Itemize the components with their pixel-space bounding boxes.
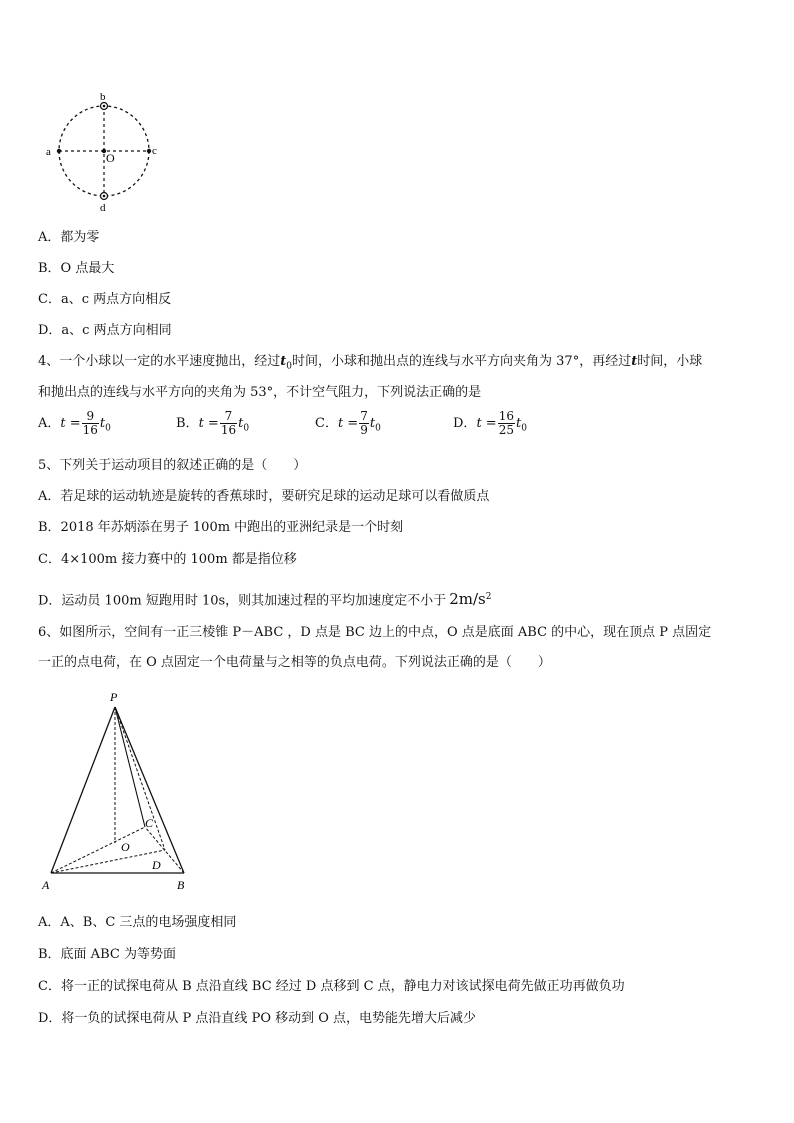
label-c: c <box>152 145 157 157</box>
label-b: b <box>100 91 106 103</box>
line-pd <box>115 707 165 850</box>
q4-option-b-fraction <box>220 410 237 437</box>
q4-option-d-t: t <box>515 416 522 431</box>
q4-option-c-eq: t = <box>337 416 359 431</box>
label-d: d <box>100 202 106 214</box>
label-b-vertex: B <box>177 878 185 892</box>
q5-option-d-text: D．运动员 100m 短跑用时 10s，则其加速过程的平均加速度定不小于 <box>38 593 447 609</box>
q4-option-c-den: 9 <box>360 423 368 437</box>
q5-option-b: B．2018 年苏炳添在男子 100m 中跑出的亚洲纪录是一个时刻 <box>38 520 404 535</box>
q4-option-a-t: t <box>99 416 106 431</box>
q5-option-c: C．4×100m 接力赛中的 100m 都是指位移 <box>38 552 297 567</box>
q4-option-d-eq: t = <box>476 416 497 431</box>
q4-option-b-label: B． <box>176 416 199 431</box>
q4-option-d-fraction <box>498 410 515 437</box>
q6-stem-line1: 6、如图所示，空间有一正三棱锥 P－ABC ，D 点是 BC 边上的中点，O 点是底面 ABC 的中心，现在顶点 P 点固定 <box>38 625 712 640</box>
q4-option-c-t: t <box>369 416 376 431</box>
label-a-vertex: A <box>42 878 50 892</box>
q3-option-a: A．都为零 <box>38 230 100 245</box>
q4-stem-line1 <box>38 354 702 375</box>
q4-option-b <box>176 410 249 437</box>
q4-option-d-num: 16 <box>498 409 514 423</box>
q4-option-b-sub: 0 <box>243 423 250 434</box>
label-p: P <box>110 690 118 704</box>
q4-option-b-t: t <box>238 416 244 431</box>
point-d <box>103 195 106 198</box>
q4-option-d-label: D． <box>453 416 477 431</box>
point-c <box>147 149 151 153</box>
q4-t0-symbol: t <box>280 354 287 369</box>
q5-option-d-exp: 2 <box>485 592 492 602</box>
q4-option-a-sub: 0 <box>105 423 111 434</box>
q5-option-d <box>38 589 491 609</box>
q4-option-a <box>38 410 111 437</box>
q4-option-a-fraction <box>82 410 99 437</box>
q4-stem-pre: 4、一个小球以一定的水平速度抛出，经过 <box>38 354 281 369</box>
q4-option-c-sub: 0 <box>375 423 381 434</box>
q6-option-a: A．A、B、C 三点的电场强度相同 <box>38 915 237 930</box>
label-c-vertex: C <box>145 816 154 830</box>
circle-figure <box>40 88 170 218</box>
q4-option-b-num: 7 <box>220 410 237 424</box>
q4-stem-mid: 时间，小球和抛出点的连线与水平方向夹角为 37°，再经过 <box>292 354 632 369</box>
q5-stem: 5、下列关于运动项目的叙述正确的是（ ） <box>38 458 307 473</box>
q4-option-a-num: 9 <box>82 410 99 424</box>
label-o: O <box>106 151 115 165</box>
q4-option-c-num: 7 <box>360 409 368 423</box>
q5-option-d-unit: 2m/s <box>449 590 486 609</box>
q4-option-d-sub: 0 <box>521 423 527 434</box>
q4-option-a-eq: t = <box>60 416 81 431</box>
q4-option-a-label: A． <box>38 416 61 431</box>
q4-option-d <box>453 410 527 437</box>
q6-option-c: C．将一正的试探电荷从 B 点沿直线 BC 经过 D 点移到 C 点，静电力对该试探电荷先做正功再做负功 <box>38 979 625 994</box>
q4-t-symbol: t <box>631 354 638 369</box>
q6-option-b: B．底面 ABC 为等势面 <box>38 947 176 962</box>
q4-option-c-fraction <box>359 410 369 437</box>
pyramid-figure <box>38 688 198 898</box>
q4-stem-post: 时间，小球 <box>637 354 703 369</box>
label-d-point: D <box>152 858 161 872</box>
label-o-center: O <box>121 840 130 854</box>
q5-option-a: A．若足球的运动轨迹是旋转的香蕉球时，要研究足球的运动足球可以看做质点 <box>38 489 490 504</box>
point-a <box>57 149 61 153</box>
q4-option-a-den: 16 <box>82 423 98 437</box>
q3-option-b: B．O 点最大 <box>38 261 115 276</box>
q4-stem-line2: 和抛出点的连线与水平方向的夹角为 53°，不计空气阻力，下列说法正确的是 <box>38 385 482 400</box>
point-b <box>103 105 106 108</box>
q4-option-c-label: C． <box>315 416 338 431</box>
q3-option-d: D．a、c 两点方向相同 <box>38 323 172 338</box>
q6-option-d: D．将一负的试探电荷从 P 点沿直线 PO 移动到 O 点，电势能先增大后减少 <box>38 1011 477 1026</box>
q4-option-b-eq: t = <box>198 416 219 431</box>
label-a: a <box>46 146 51 158</box>
edge-pa <box>51 707 115 873</box>
q4-option-c <box>315 410 381 437</box>
q4-option-b-den: 16 <box>220 423 237 437</box>
line-ad <box>51 850 165 873</box>
q6-stem-line2: 一正的点电荷，在 O 点固定一个电荷量与之相等的负点电荷。下列说法正确的是（ ） <box>38 655 551 670</box>
q3-option-c: C．a、c 两点方向相反 <box>38 292 172 307</box>
edge-ac <box>51 827 145 873</box>
q4-t0-sub: 0 <box>286 361 293 372</box>
q4-option-d-den: 25 <box>498 423 514 437</box>
